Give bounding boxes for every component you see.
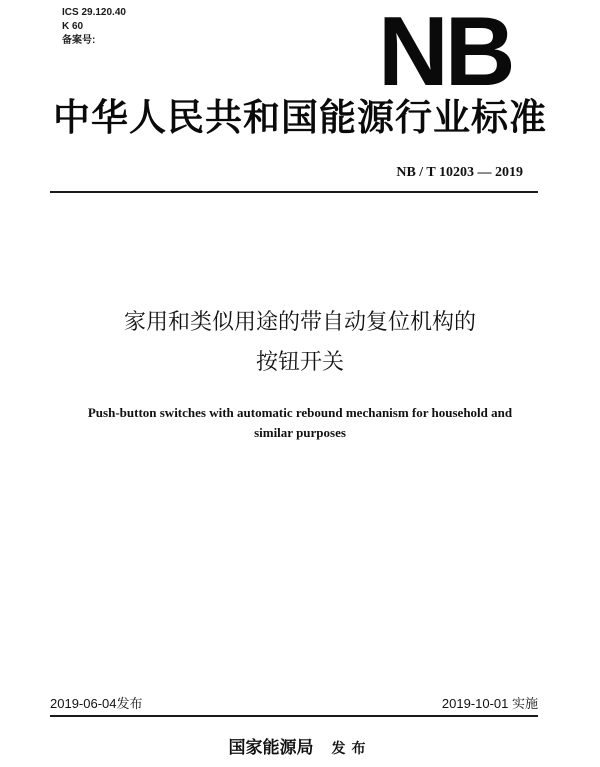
top-divider (50, 191, 538, 193)
standard-number: NB / T 10203 — 2019 (396, 165, 523, 180)
nb-logo: NB (378, 0, 512, 106)
bottom-divider (50, 715, 538, 717)
issue-date: 2019-06-04发布 (50, 696, 143, 711)
publisher-line (0, 735, 600, 762)
chinese-title (0, 303, 600, 383)
record-number-label: 备案号: (62, 35, 96, 46)
classification-block (62, 6, 126, 48)
implementation-date: 2019-10-01 实施 (441, 696, 538, 711)
ics-code: ICS 29.120.40 (62, 7, 126, 18)
publisher-verb: 发布 (331, 741, 372, 757)
publisher-name: 国家能源局 (228, 738, 314, 758)
ccs-code: K 60 (62, 21, 84, 32)
english-title (0, 403, 600, 443)
chinese-title-line-2: 按钮开关 (255, 350, 344, 375)
english-title-line-2: similar purposes (254, 425, 346, 440)
chinese-title-line-1: 家用和类似用途的带自动复位机构的 (123, 310, 476, 335)
organization-title: 中华人民共和国能源行业标准 (53, 95, 547, 139)
english-title-line-1: Push-button switches with automatic rebound mechanism for household and (87, 405, 513, 420)
